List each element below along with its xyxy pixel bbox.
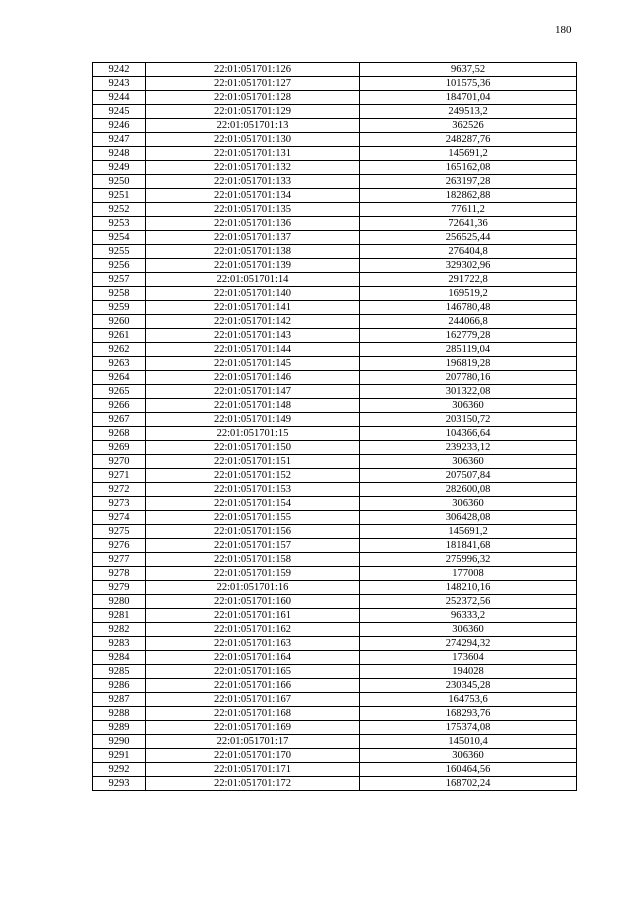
cadastral-number-cell: 22:01:051701:154 bbox=[146, 497, 360, 511]
cadastral-number-cell: 22:01:051701:152 bbox=[146, 469, 360, 483]
cadastral-number-cell: 22:01:051701:137 bbox=[146, 231, 360, 245]
row-number-cell: 9276 bbox=[93, 539, 146, 553]
row-number-cell: 9275 bbox=[93, 525, 146, 539]
cadastral-number-cell: 22:01:051701:165 bbox=[146, 665, 360, 679]
cadastral-number-cell: 22:01:051701:126 bbox=[146, 63, 360, 77]
table-row bbox=[93, 175, 577, 189]
cadastral-number-cell: 22:01:051701:151 bbox=[146, 455, 360, 469]
cadastral-value-cell: 145691,2 bbox=[360, 525, 577, 539]
table-row bbox=[93, 665, 577, 679]
table-row bbox=[93, 567, 577, 581]
cadastral-number-cell: 22:01:051701:17 bbox=[146, 735, 360, 749]
cadastral-number-cell: 22:01:051701:127 bbox=[146, 77, 360, 91]
cadastral-value-cell: 306360 bbox=[360, 749, 577, 763]
cadastral-number-cell: 22:01:051701:128 bbox=[146, 91, 360, 105]
cadastral-number-cell: 22:01:051701:153 bbox=[146, 483, 360, 497]
cadastral-value-cell: 274294,32 bbox=[360, 637, 577, 651]
cadastral-value-cell: 168702,24 bbox=[360, 777, 577, 791]
table-row bbox=[93, 105, 577, 119]
table-row bbox=[93, 371, 577, 385]
row-number-cell: 9280 bbox=[93, 595, 146, 609]
table-row bbox=[93, 483, 577, 497]
cadastral-value-cell: 256525,44 bbox=[360, 231, 577, 245]
table-body bbox=[93, 63, 577, 791]
table-row bbox=[93, 763, 577, 777]
table-row bbox=[93, 217, 577, 231]
cadastral-value-cell: 196819,28 bbox=[360, 357, 577, 371]
cadastral-value-cell: 104366,64 bbox=[360, 427, 577, 441]
table-row bbox=[93, 259, 577, 273]
table-row bbox=[93, 343, 577, 357]
cadastral-value-cell: 248287,76 bbox=[360, 133, 577, 147]
row-number-cell: 9288 bbox=[93, 707, 146, 721]
cadastral-number-cell: 22:01:051701:135 bbox=[146, 203, 360, 217]
cadastral-number-cell: 22:01:051701:167 bbox=[146, 693, 360, 707]
cadastral-value-cell: 145010,4 bbox=[360, 735, 577, 749]
cadastral-number-cell: 22:01:051701:164 bbox=[146, 651, 360, 665]
row-number-cell: 9251 bbox=[93, 189, 146, 203]
cadastral-number-cell: 22:01:051701:150 bbox=[146, 441, 360, 455]
cadastral-number-cell: 22:01:051701:147 bbox=[146, 385, 360, 399]
cadastral-number-cell: 22:01:051701:157 bbox=[146, 539, 360, 553]
cadastral-value-cell: 165162,08 bbox=[360, 161, 577, 175]
row-number-cell: 9256 bbox=[93, 259, 146, 273]
row-number-cell: 9258 bbox=[93, 287, 146, 301]
row-number-cell: 9246 bbox=[93, 119, 146, 133]
cadastral-number-cell: 22:01:051701:130 bbox=[146, 133, 360, 147]
cadastral-value-cell: 182862,88 bbox=[360, 189, 577, 203]
row-number-cell: 9245 bbox=[93, 105, 146, 119]
row-number-cell: 9291 bbox=[93, 749, 146, 763]
row-number-cell: 9255 bbox=[93, 245, 146, 259]
cadastral-value-cell: 306428,08 bbox=[360, 511, 577, 525]
row-number-cell: 9259 bbox=[93, 301, 146, 315]
cadastral-value-cell: 306360 bbox=[360, 623, 577, 637]
table-row bbox=[93, 553, 577, 567]
row-number-cell: 9244 bbox=[93, 91, 146, 105]
row-number-cell: 9268 bbox=[93, 427, 146, 441]
table-row bbox=[93, 777, 577, 791]
cadastral-number-cell: 22:01:051701:168 bbox=[146, 707, 360, 721]
table-row bbox=[93, 315, 577, 329]
cadastral-value-cell: 291722,8 bbox=[360, 273, 577, 287]
row-number-cell: 9260 bbox=[93, 315, 146, 329]
table-row bbox=[93, 399, 577, 413]
cadastral-number-cell: 22:01:051701:136 bbox=[146, 217, 360, 231]
table-row bbox=[93, 301, 577, 315]
cadastral-number-cell: 22:01:051701:131 bbox=[146, 147, 360, 161]
table-row bbox=[93, 595, 577, 609]
cadastral-number-cell: 22:01:051701:159 bbox=[146, 567, 360, 581]
table-row bbox=[93, 147, 577, 161]
cadastral-number-cell: 22:01:051701:166 bbox=[146, 679, 360, 693]
row-number-cell: 9254 bbox=[93, 231, 146, 245]
table-row bbox=[93, 609, 577, 623]
cadastral-number-cell: 22:01:051701:143 bbox=[146, 329, 360, 343]
cadastral-value-cell: 282600,08 bbox=[360, 483, 577, 497]
table-row bbox=[93, 721, 577, 735]
table-row bbox=[93, 469, 577, 483]
row-number-cell: 9284 bbox=[93, 651, 146, 665]
cadastral-number-cell: 22:01:051701:141 bbox=[146, 301, 360, 315]
row-number-cell: 9266 bbox=[93, 399, 146, 413]
row-number-cell: 9262 bbox=[93, 343, 146, 357]
cadastral-value-cell: 276404,8 bbox=[360, 245, 577, 259]
cadastral-value-table bbox=[92, 62, 577, 791]
row-number-cell: 9287 bbox=[93, 693, 146, 707]
row-number-cell: 9290 bbox=[93, 735, 146, 749]
cadastral-value-cell: 252372,56 bbox=[360, 595, 577, 609]
table-row bbox=[93, 735, 577, 749]
cadastral-value-cell: 306360 bbox=[360, 399, 577, 413]
table-row bbox=[93, 441, 577, 455]
cadastral-number-cell: 22:01:051701:161 bbox=[146, 609, 360, 623]
row-number-cell: 9249 bbox=[93, 161, 146, 175]
table-row bbox=[93, 525, 577, 539]
cadastral-value-cell: 203150,72 bbox=[360, 413, 577, 427]
table-row bbox=[93, 119, 577, 133]
cadastral-value-cell: 168293,76 bbox=[360, 707, 577, 721]
cadastral-value-cell: 177008 bbox=[360, 567, 577, 581]
row-number-cell: 9269 bbox=[93, 441, 146, 455]
table-row bbox=[93, 749, 577, 763]
cadastral-value-cell: 244066,8 bbox=[360, 315, 577, 329]
cadastral-number-cell: 22:01:051701:133 bbox=[146, 175, 360, 189]
cadastral-value-cell: 101575,36 bbox=[360, 77, 577, 91]
cadastral-number-cell: 22:01:051701:142 bbox=[146, 315, 360, 329]
cadastral-value-cell: 164753,6 bbox=[360, 693, 577, 707]
cadastral-number-cell: 22:01:051701:15 bbox=[146, 427, 360, 441]
table-row bbox=[93, 189, 577, 203]
cadastral-value-cell: 146780,48 bbox=[360, 301, 577, 315]
row-number-cell: 9265 bbox=[93, 385, 146, 399]
row-number-cell: 9293 bbox=[93, 777, 146, 791]
cadastral-number-cell: 22:01:051701:146 bbox=[146, 371, 360, 385]
row-number-cell: 9278 bbox=[93, 567, 146, 581]
row-number-cell: 9292 bbox=[93, 763, 146, 777]
cadastral-number-cell: 22:01:051701:156 bbox=[146, 525, 360, 539]
cadastral-value-cell: 207780,16 bbox=[360, 371, 577, 385]
table-row bbox=[93, 133, 577, 147]
table-row bbox=[93, 637, 577, 651]
table-row bbox=[93, 679, 577, 693]
cadastral-number-cell: 22:01:051701:14 bbox=[146, 273, 360, 287]
table-row bbox=[93, 385, 577, 399]
cadastral-value-cell: 72641,36 bbox=[360, 217, 577, 231]
row-number-cell: 9272 bbox=[93, 483, 146, 497]
table-row bbox=[93, 273, 577, 287]
row-number-cell: 9271 bbox=[93, 469, 146, 483]
cadastral-value-cell: 145691,2 bbox=[360, 147, 577, 161]
table-row bbox=[93, 455, 577, 469]
row-number-cell: 9282 bbox=[93, 623, 146, 637]
table-row bbox=[93, 329, 577, 343]
row-number-cell: 9289 bbox=[93, 721, 146, 735]
cadastral-value-cell: 184701,04 bbox=[360, 91, 577, 105]
table-row bbox=[93, 203, 577, 217]
row-number-cell: 9270 bbox=[93, 455, 146, 469]
table-row bbox=[93, 161, 577, 175]
cadastral-value-cell: 77611,2 bbox=[360, 203, 577, 217]
table-row bbox=[93, 623, 577, 637]
cadastral-value-cell: 230345,28 bbox=[360, 679, 577, 693]
cadastral-value-cell: 148210,16 bbox=[360, 581, 577, 595]
row-number-cell: 9253 bbox=[93, 217, 146, 231]
cadastral-value-cell: 285119,04 bbox=[360, 343, 577, 357]
table-row bbox=[93, 693, 577, 707]
row-number-cell: 9273 bbox=[93, 497, 146, 511]
cadastral-value-cell: 162779,28 bbox=[360, 329, 577, 343]
table-row bbox=[93, 651, 577, 665]
row-number-cell: 9242 bbox=[93, 63, 146, 77]
row-number-cell: 9261 bbox=[93, 329, 146, 343]
table-row bbox=[93, 77, 577, 91]
cadastral-number-cell: 22:01:051701:13 bbox=[146, 119, 360, 133]
table-row bbox=[93, 427, 577, 441]
row-number-cell: 9277 bbox=[93, 553, 146, 567]
table-row bbox=[93, 511, 577, 525]
cadastral-number-cell: 22:01:051701:132 bbox=[146, 161, 360, 175]
table-row bbox=[93, 413, 577, 427]
cadastral-number-cell: 22:01:051701:162 bbox=[146, 623, 360, 637]
row-number-cell: 9263 bbox=[93, 357, 146, 371]
cadastral-number-cell: 22:01:051701:170 bbox=[146, 749, 360, 763]
cadastral-number-cell: 22:01:051701:139 bbox=[146, 259, 360, 273]
row-number-cell: 9250 bbox=[93, 175, 146, 189]
cadastral-number-cell: 22:01:051701:148 bbox=[146, 399, 360, 413]
table-row bbox=[93, 581, 577, 595]
table-row bbox=[93, 231, 577, 245]
cadastral-value-cell: 9637,52 bbox=[360, 63, 577, 77]
row-number-cell: 9252 bbox=[93, 203, 146, 217]
cadastral-number-cell: 22:01:051701:163 bbox=[146, 637, 360, 651]
cadastral-value-cell: 329302,96 bbox=[360, 259, 577, 273]
table-row bbox=[93, 245, 577, 259]
row-number-cell: 9247 bbox=[93, 133, 146, 147]
cadastral-number-cell: 22:01:051701:134 bbox=[146, 189, 360, 203]
row-number-cell: 9248 bbox=[93, 147, 146, 161]
cadastral-number-cell: 22:01:051701:169 bbox=[146, 721, 360, 735]
page-number: 180 bbox=[555, 24, 572, 36]
row-number-cell: 9264 bbox=[93, 371, 146, 385]
cadastral-number-cell: 22:01:051701:145 bbox=[146, 357, 360, 371]
cadastral-value-cell: 194028 bbox=[360, 665, 577, 679]
row-number-cell: 9257 bbox=[93, 273, 146, 287]
cadastral-value-cell: 169519,2 bbox=[360, 287, 577, 301]
row-number-cell: 9243 bbox=[93, 77, 146, 91]
cadastral-value-cell: 207507,84 bbox=[360, 469, 577, 483]
row-number-cell: 9281 bbox=[93, 609, 146, 623]
cadastral-value-cell: 249513,2 bbox=[360, 105, 577, 119]
cadastral-value-cell: 239233,12 bbox=[360, 441, 577, 455]
row-number-cell: 9279 bbox=[93, 581, 146, 595]
table-row bbox=[93, 91, 577, 105]
cadastral-number-cell: 22:01:051701:140 bbox=[146, 287, 360, 301]
cadastral-number-cell: 22:01:051701:129 bbox=[146, 105, 360, 119]
cadastral-value-cell: 306360 bbox=[360, 455, 577, 469]
cadastral-number-cell: 22:01:051701:149 bbox=[146, 413, 360, 427]
cadastral-value-cell: 306360 bbox=[360, 497, 577, 511]
table-row bbox=[93, 287, 577, 301]
row-number-cell: 9274 bbox=[93, 511, 146, 525]
table-row bbox=[93, 539, 577, 553]
cadastral-number-cell: 22:01:051701:160 bbox=[146, 595, 360, 609]
cadastral-value-cell: 362526 bbox=[360, 119, 577, 133]
table-row bbox=[93, 357, 577, 371]
cadastral-number-cell: 22:01:051701:16 bbox=[146, 581, 360, 595]
cadastral-number-cell: 22:01:051701:144 bbox=[146, 343, 360, 357]
row-number-cell: 9283 bbox=[93, 637, 146, 651]
table-row bbox=[93, 63, 577, 77]
cadastral-value-cell: 181841,68 bbox=[360, 539, 577, 553]
cadastral-number-cell: 22:01:051701:158 bbox=[146, 553, 360, 567]
cadastral-value-cell: 275996,32 bbox=[360, 553, 577, 567]
row-number-cell: 9286 bbox=[93, 679, 146, 693]
cadastral-number-cell: 22:01:051701:138 bbox=[146, 245, 360, 259]
cadastral-value-cell: 175374,08 bbox=[360, 721, 577, 735]
cadastral-value-cell: 96333,2 bbox=[360, 609, 577, 623]
row-number-cell: 9267 bbox=[93, 413, 146, 427]
cadastral-value-cell: 173604 bbox=[360, 651, 577, 665]
row-number-cell: 9285 bbox=[93, 665, 146, 679]
cadastral-number-cell: 22:01:051701:155 bbox=[146, 511, 360, 525]
cadastral-value-cell: 263197,28 bbox=[360, 175, 577, 189]
cadastral-number-cell: 22:01:051701:171 bbox=[146, 763, 360, 777]
cadastral-value-cell: 301322,08 bbox=[360, 385, 577, 399]
cadastral-value-cell: 160464,56 bbox=[360, 763, 577, 777]
cadastral-number-cell: 22:01:051701:172 bbox=[146, 777, 360, 791]
table-row bbox=[93, 707, 577, 721]
table-row bbox=[93, 497, 577, 511]
